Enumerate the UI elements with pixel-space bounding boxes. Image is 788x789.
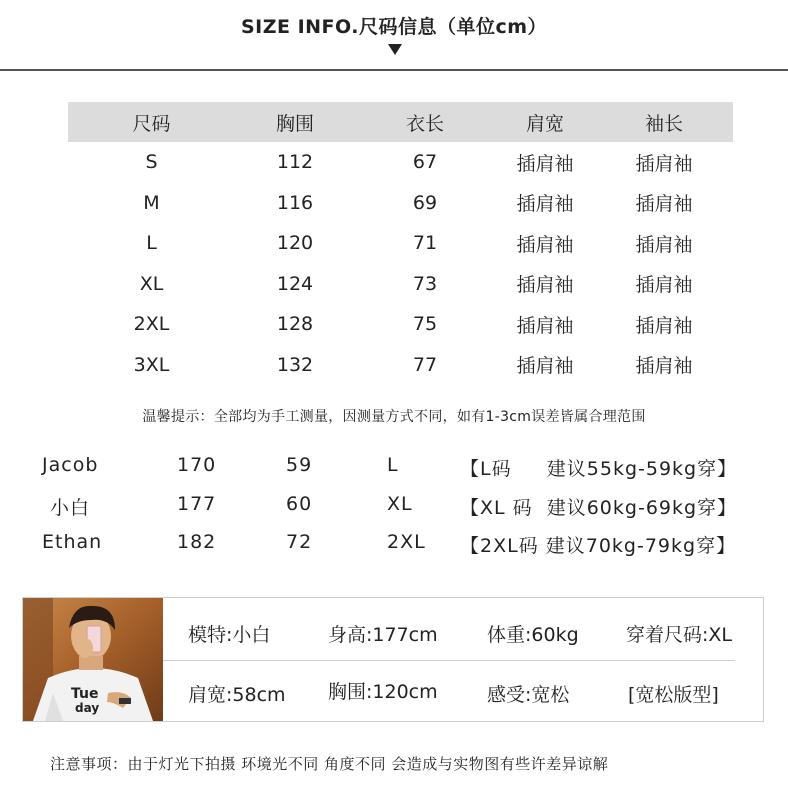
- cell-chest: 132: [276, 353, 314, 376]
- cell-chest: 116: [276, 191, 314, 214]
- weight-label: 体重:60kg: [487, 624, 579, 646]
- shoulder-label: 肩宽:58cm: [188, 684, 286, 706]
- cell-length: 67: [412, 151, 438, 174]
- cell-sleeve: 插肩袖: [635, 314, 693, 337]
- model-weight: 60: [286, 492, 313, 515]
- cell-length: 77: [412, 353, 438, 376]
- cell-length: 73: [412, 272, 438, 295]
- model-photo-image: [23, 598, 163, 721]
- header-size: 尺码: [132, 112, 171, 135]
- cell-length: 75: [412, 313, 438, 336]
- model-name: 小白: [50, 496, 91, 519]
- cell-sleeve: 插肩袖: [635, 152, 693, 175]
- model-recommendation: 【2XL码 建议70kg-79kg穿】: [460, 535, 737, 557]
- table-row: [68, 304, 733, 345]
- feel-label: 感受:宽松: [487, 684, 570, 706]
- cell-chest: 120: [276, 232, 314, 255]
- model-name: Jacob: [42, 454, 99, 476]
- model-height: 170: [177, 454, 217, 476]
- header-sleeve: 袖长: [644, 112, 683, 135]
- table-row: [68, 345, 733, 386]
- cell-size: M: [143, 191, 160, 214]
- cell-sleeve: 插肩袖: [635, 355, 693, 378]
- cell-length: 71: [412, 232, 438, 255]
- model-weight: 59: [286, 454, 313, 476]
- cell-size: 2XL: [133, 313, 170, 336]
- cell-size: L: [146, 232, 157, 255]
- header-length: 衣长: [405, 112, 444, 135]
- size-table-body: [68, 142, 733, 385]
- cell-shoulder: 插肩袖: [516, 355, 574, 378]
- model-size: L: [387, 454, 399, 476]
- cell-size: 3XL: [133, 353, 170, 376]
- header-shoulder: 肩宽: [525, 112, 564, 135]
- model-card: [22, 597, 764, 722]
- fit-label: [宽松版型]: [628, 684, 719, 706]
- model-recommendation: 【L码 建议55kg-59kg穿】: [460, 458, 738, 480]
- cell-chest: 112: [276, 151, 314, 174]
- down-arrow-icon: [388, 44, 402, 55]
- header-chest: 胸围: [275, 112, 314, 135]
- model-label: 模特:小白: [188, 624, 271, 646]
- cell-chest: 128: [276, 313, 314, 336]
- cell-shoulder: 插肩袖: [516, 233, 574, 256]
- table-row: [68, 183, 733, 224]
- cell-sleeve: 插肩袖: [635, 233, 693, 256]
- cell-size: XL: [139, 272, 164, 295]
- table-row: [68, 223, 733, 264]
- worn-size-label: 穿着尺码:XL: [626, 624, 733, 646]
- model-height: 177: [177, 492, 217, 515]
- svg-text:Tue: Tue: [71, 686, 99, 702]
- cell-length: 69: [412, 191, 438, 214]
- model-weight: 72: [286, 531, 313, 553]
- cell-shoulder: 插肩袖: [516, 314, 574, 337]
- height-label: 身高:177cm: [328, 624, 438, 646]
- model-name: Ethan: [42, 531, 103, 553]
- cell-size: S: [145, 151, 158, 174]
- table-row: [68, 264, 733, 305]
- model-height: 182: [177, 531, 217, 553]
- cell-sleeve: 插肩袖: [635, 274, 693, 297]
- notice-text: 注意事项：由于灯光下拍摄 环境光不同 角度不同 会造成与实物图有些许差异谅解: [50, 755, 609, 773]
- chest-label: 胸围:120cm: [328, 681, 438, 703]
- page-title: SIZE INFO.尺码信息（单位cm）: [240, 16, 548, 38]
- cell-shoulder: 插肩袖: [516, 274, 574, 297]
- size-table-header: [68, 102, 733, 142]
- card-divider: [163, 660, 735, 661]
- cell-chest: 124: [276, 272, 314, 295]
- title-divider: [0, 69, 788, 71]
- cell-shoulder: 插肩袖: [516, 193, 574, 216]
- model-size: XL: [387, 492, 413, 515]
- measurement-tip: 温馨提示：全部均为手工测量，因测量方式不同，如有1-3cm误差皆属合理范围: [142, 409, 646, 425]
- size-table: [68, 102, 733, 385]
- model-recommendation: 【XL 码 建议60kg-69kg穿】: [460, 496, 738, 519]
- model-photo: [23, 598, 163, 721]
- model-size: 2XL: [387, 531, 426, 553]
- table-row: [68, 142, 733, 183]
- cell-sleeve: 插肩袖: [635, 193, 693, 216]
- svg-text:day: day: [75, 701, 100, 715]
- cell-shoulder: 插肩袖: [516, 152, 574, 175]
